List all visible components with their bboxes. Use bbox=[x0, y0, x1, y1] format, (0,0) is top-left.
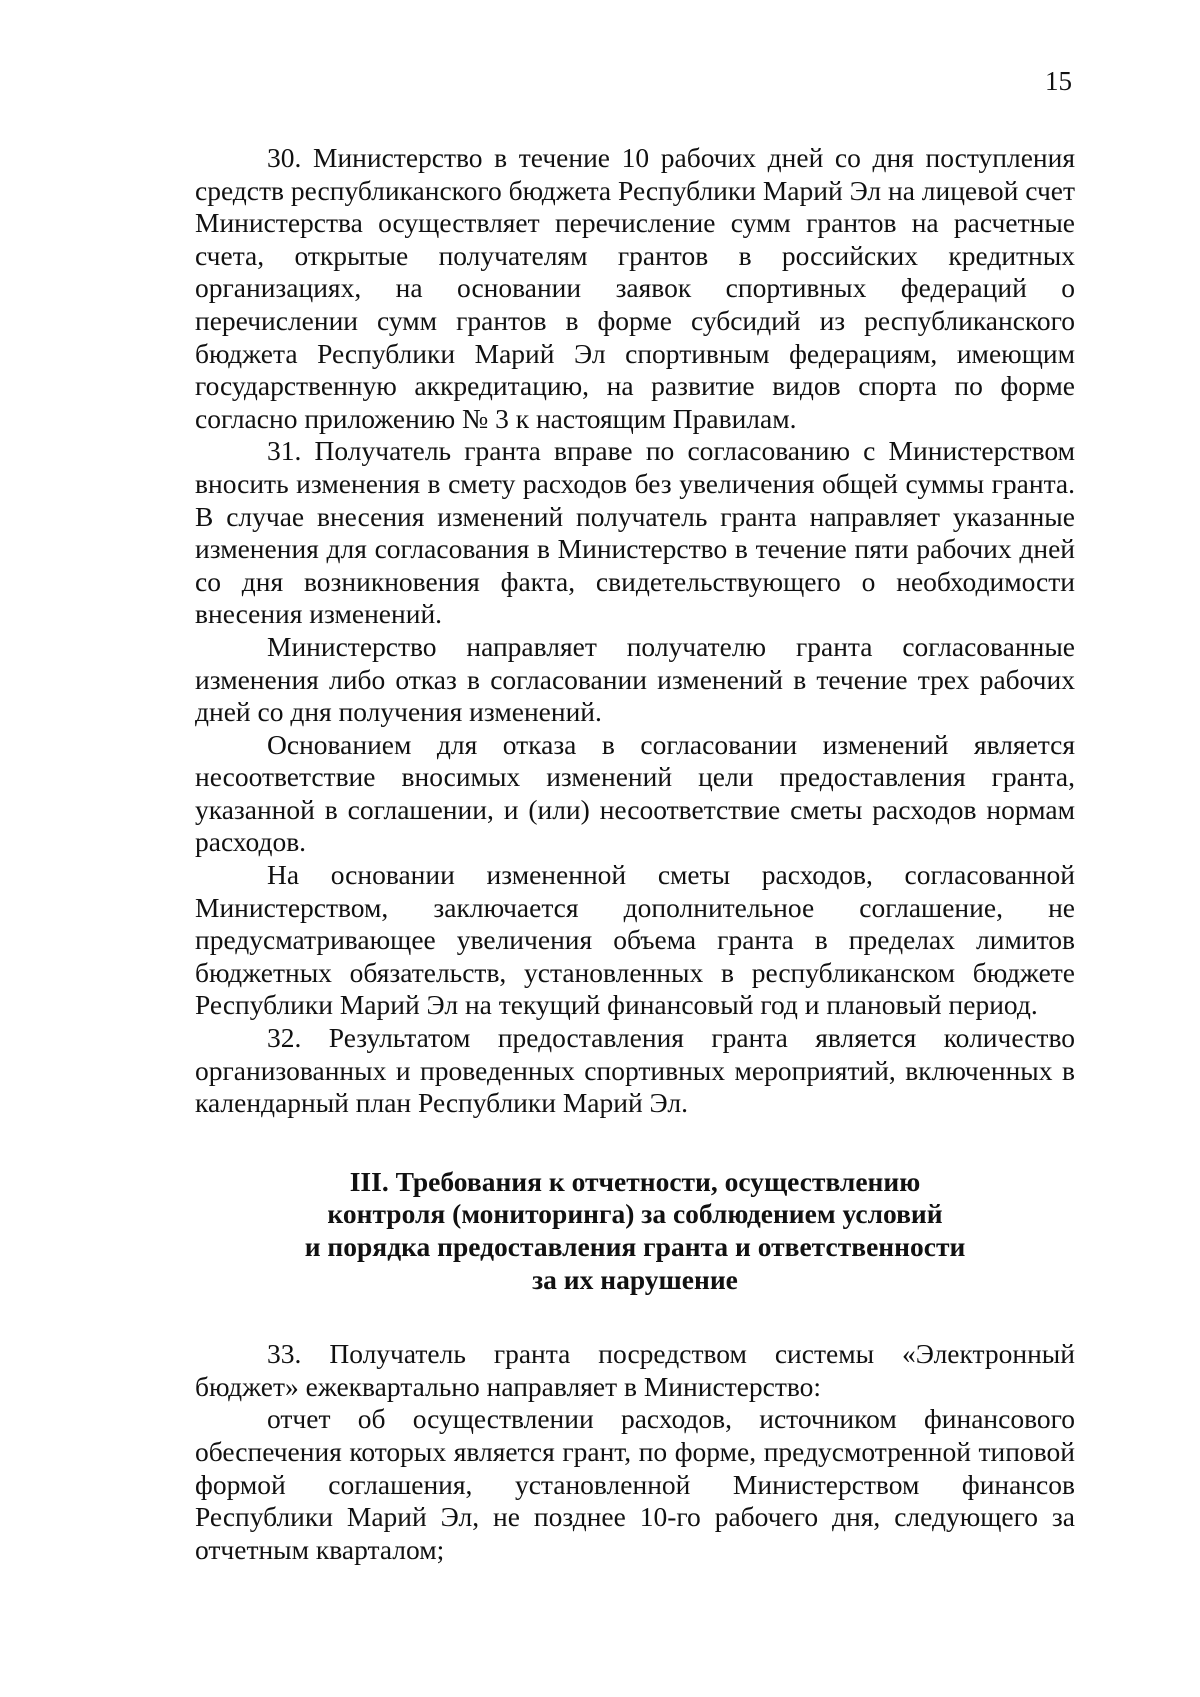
page-number: 15 bbox=[1045, 66, 1072, 96]
section-heading-line-3: и порядка предоставления гранта и ответственности bbox=[304, 1231, 966, 1262]
section-heading-line-2: контроля (мониторинга) за соблюдением условий bbox=[327, 1198, 943, 1230]
paragraph-33-report: отчет об осуществлении расходов, источником финансового обеспечения которых является грант, по форме, предусмотренной типовой формой соглашения, установленной Министерством финансов Республики Марий Эл, не позднее 10-го рабочего дня, следующего за отчетным кварталом; bbox=[195, 1403, 1075, 1565]
paragraph-31-approval: Министерство направляет получателю гранта согласованные изменения либо отказ в согласовании изменений в течение трех рабочих дней со дня получения изменений. bbox=[195, 630, 1075, 728]
paragraph-30: 30. Министерство в течение 10 рабочих дней со дня поступления средств республиканского бюджета Республики Марий Эл на лицевой счет Министерства осуществляет перечисление сумм грантов на расчетные счета, открытые получателям грантов в российских кредитных организациях, на основании заявок спортивных федераций о перечислении сумм грантов в форме субсидий из республиканского бюджета Республики Марий Эл спортивным федерациям, имеющим государственную аккредитацию, на развитие видов спорта по форме согласно приложению № 3 к настоящим Правилам. bbox=[195, 142, 1075, 434]
section-heading-line-1: III. Требования к отчетности, осуществлению bbox=[349, 1165, 921, 1197]
paragraph-31: 31. Получатель гранта вправе по согласованию с Министерством вносить изменения в смету расходов без увеличения общей суммы гранта. В случае внесения изменений получатель гранта направляет указанные изменения для согласования в Министерство в течение пяти рабочих дней со дня возникновения факта, свидетельствующего о необходимости внесения изменений. bbox=[195, 435, 1075, 630]
paragraph-31-additional-agreement: На основании измененной сметы расходов, согласованной Министерством, заключается дополнительное соглашение, не предусматривающее увеличения объема гранта в пределах лимитов бюджетных обязательств, установленных в республиканском бюджете Республики Марий Эл на текущий финансовый год и плановый период. bbox=[195, 859, 1075, 1021]
paragraph-33: 33. Получатель гранта посредством системы «Электронный бюджет» ежеквартально направляет в Министерство: bbox=[195, 1338, 1075, 1402]
section-heading-line-4: за их нарушение bbox=[532, 1263, 738, 1295]
document-body bbox=[195, 142, 1075, 1566]
section-heading bbox=[195, 1166, 1075, 1296]
paragraph-32: 32. Результатом предоставления гранта является количество организованных и проведенных спортивных мероприятий, включенных в календарный план Республики Марий Эл. bbox=[195, 1022, 1075, 1119]
paragraph-31-refusal-grounds: Основанием для отказа в согласовании изменений является несоответствие вносимых изменений цели предоставления гранта, указанной в соглашении, и (или) несоответствие сметы расходов нормам расходов. bbox=[195, 728, 1075, 858]
